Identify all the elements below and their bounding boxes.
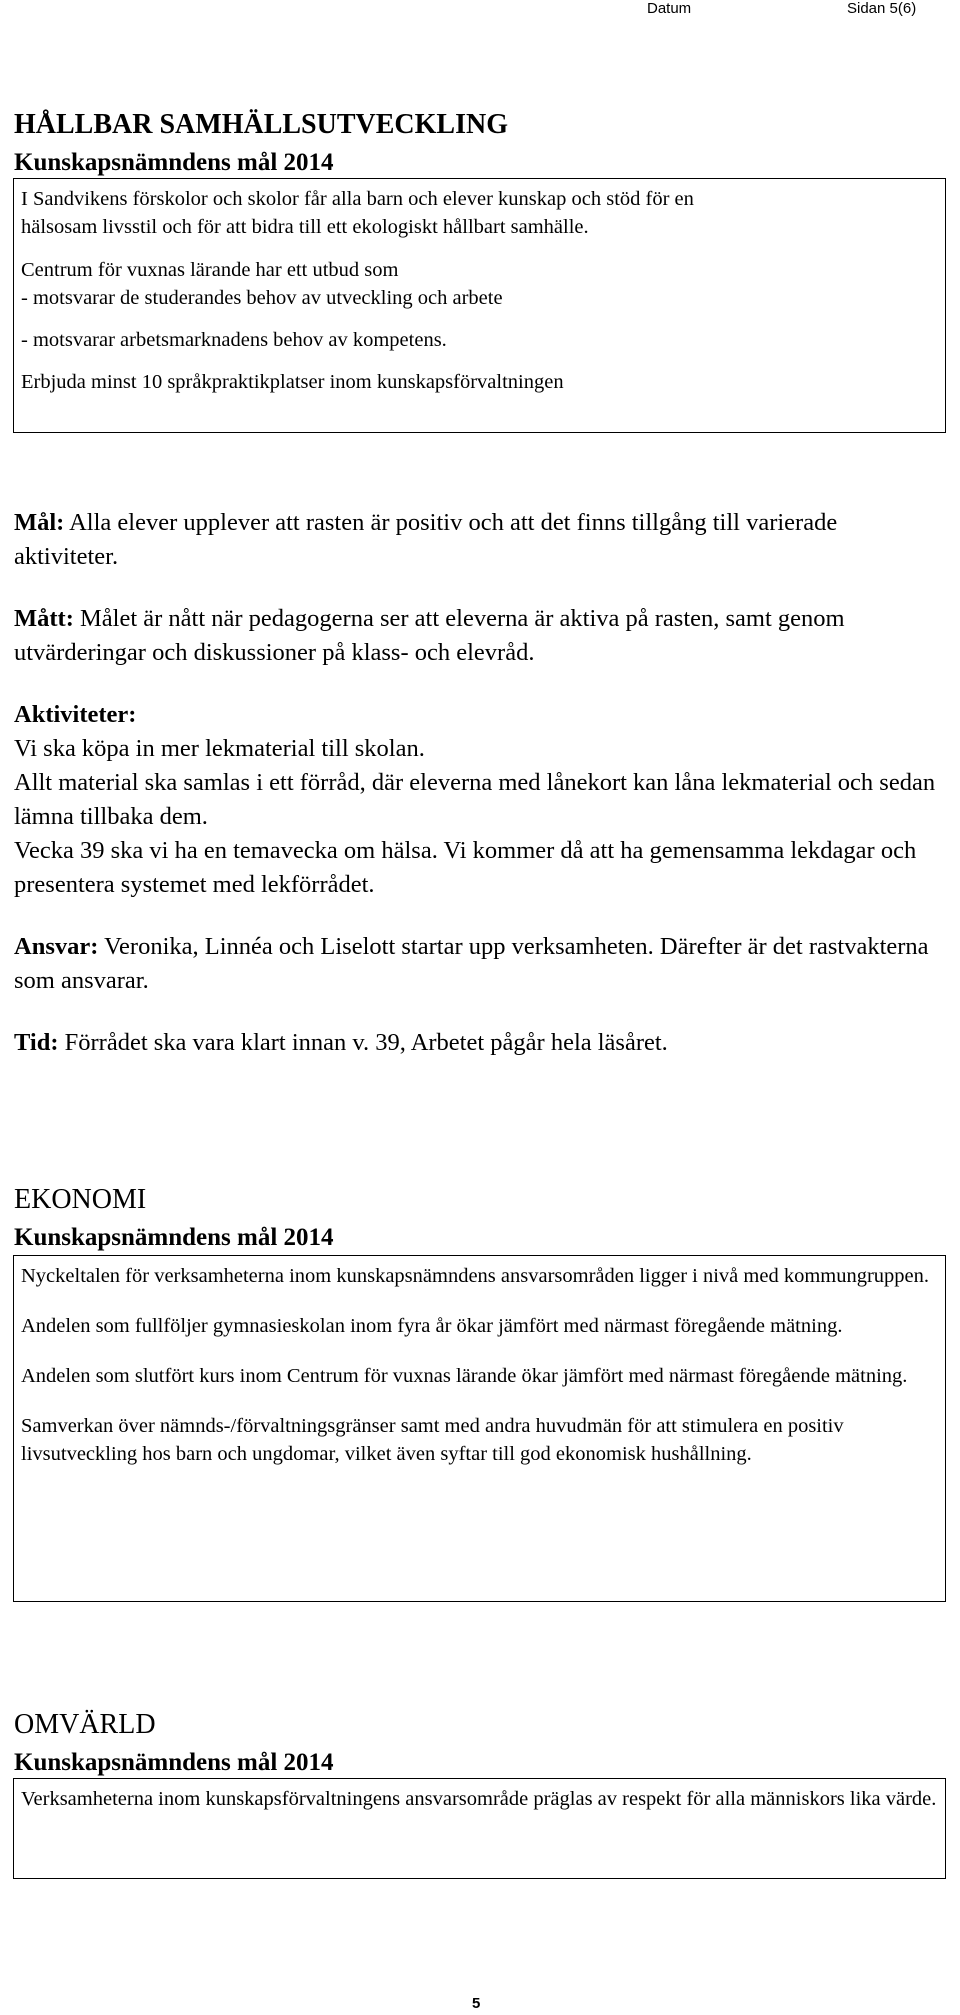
header-page-label: Sidan 5(6) <box>847 0 917 17</box>
box-line: I Sandvikens förskolor och skolor får alla barn och elever kunskap och stöd för en <box>21 188 694 210</box>
tid-label: Tid: <box>14 1029 59 1056</box>
aktivitet-line: Vecka 39 ska vi ha en temavecka om hälsa. Vi kommer då att ha gemensamma lekdagar och presentera systemet med lekförrådet. <box>14 837 917 898</box>
goal-box-hallbar <box>13 178 946 433</box>
box-paragraph: Nyckeltalen för verksamheterna inom kunskapsnämndens ansvarsområden ligger i nivå med kommungruppen. <box>21 1265 930 1287</box>
box-line: - motsvarar de studerandes behov av utveckling och arbete <box>21 287 503 309</box>
aktivitet-line: Vi ska köpa in mer lekmaterial till skolan. <box>14 735 425 762</box>
section-title-omvarld: OMVÄRLD <box>14 1709 156 1740</box>
section-subtitle-hallbar: Kunskapsnämndens mål 2014 <box>14 149 334 176</box>
page-header <box>0 0 960 22</box>
tid-text: Förrådet ska vara klart innan v. 39, Arbetet pågår hela läsåret. <box>58 1029 668 1056</box>
goal-ansvar <box>14 930 944 998</box>
box-paragraph: Andelen som slutfört kurs inom Centrum för vuxnas lärande ökar jämfört med närmast föregående mätning. <box>21 1365 908 1387</box>
box-line: hälsosam livsstil och för att bidra till ett ekologiskt hållbart samhälle. <box>21 216 589 238</box>
section-title-hallbar: HÅLLBAR SAMHÄLLSUTVECKLING <box>14 109 508 140</box>
matt-label: Mått: <box>14 605 74 632</box>
header-date-label: Datum <box>647 0 692 17</box>
goal-mal <box>14 506 944 574</box>
goal-box-omvarld <box>13 1778 946 1879</box>
mal-label: Mål: <box>14 509 65 536</box>
box-paragraph: Verksamheterna inom kunskapsförvaltningens ansvarsområde präglas av respekt för alla människors lika värde. <box>21 1788 937 1810</box>
box-line: Erbjuda minst 10 språkpraktikplatser inom kunskapsförvaltningen <box>21 371 564 393</box>
goal-box-ekonomi <box>13 1255 946 1602</box>
goal-details <box>14 506 944 1060</box>
aktiviteter-label: Aktiviteter: <box>14 701 137 728</box>
section-subtitle-omvarld: Kunskapsnämndens mål 2014 <box>14 1749 334 1776</box>
box-paragraph: Samverkan över nämnds-/förvaltningsgränser samt med andra huvudmän för att stimulera en positiv livsutveckling hos barn och ungdomar, vilket även syftar till god ekonomisk hushållning. <box>21 1415 844 1465</box>
box-line: Centrum för vuxnas lärande har ett utbud som <box>21 259 399 281</box>
section-subtitle-ekonomi: Kunskapsnämndens mål 2014 <box>14 1224 334 1251</box>
aktivitet-line: Allt material ska samlas i ett förråd, där eleverna med lånekort kan låna lekmaterial och sedan lämna tillbaka dem. <box>14 769 936 830</box>
section-title-ekonomi: EKONOMI <box>14 1184 147 1215</box>
box-paragraph: Andelen som fullföljer gymnasieskolan inom fyra år ökar jämfört med närmast föregående mätning. <box>21 1315 843 1337</box>
box-line: - motsvarar arbetsmarknadens behov av kompetens. <box>21 329 447 351</box>
footer-page-number: 5 <box>472 1995 481 2012</box>
ansvar-label: Ansvar: <box>14 933 99 960</box>
goal-tid <box>14 1026 944 1060</box>
mal-text: Alla elever upplever att rasten är positiv och att det finns tillgång till varierade aktiviteter. <box>14 509 838 570</box>
goal-matt <box>14 602 944 670</box>
ansvar-text: Veronika, Linnéa och Liselott startar upp verksamheten. Därefter är det rastvakterna som ansvarar. <box>14 933 929 994</box>
matt-text: Målet är nått när pedagogerna ser att eleverna är aktiva på rasten, samt genom utvärderingar och diskussioner på klass- och elevråd. <box>14 605 845 666</box>
